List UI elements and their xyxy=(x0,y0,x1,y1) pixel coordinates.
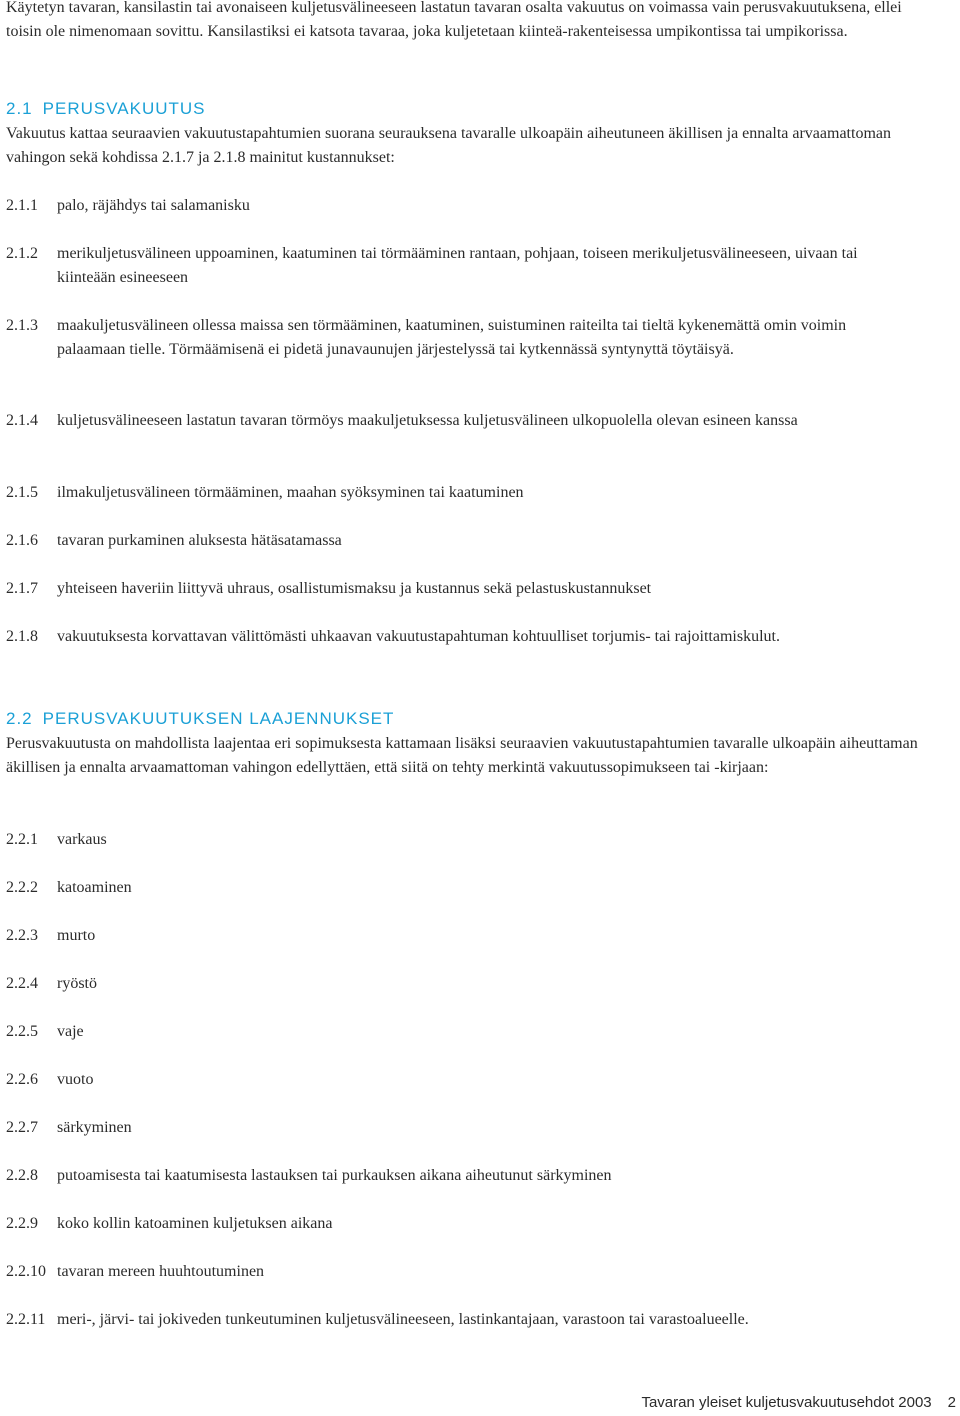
section-number: 2.2 xyxy=(6,709,33,728)
item-text: katoaminen xyxy=(57,879,132,896)
item-text: vuoto xyxy=(57,1071,94,1088)
item-text: meri-, järvi- tai jokiveden tunkeutuminen kuljetusvälineeseen, lastinkantajaan, varastoon tai varastoalueelle. xyxy=(57,1311,749,1328)
item-number: 2.2.9 xyxy=(6,1215,38,1232)
list-item xyxy=(6,481,906,505)
list-item xyxy=(6,972,906,996)
item-text: ryöstö xyxy=(57,975,97,992)
item-text: merikuljetusvälineen uppoaminen, kaatuminen tai törmääminen rantaan, pohjaan, toiseen merikuljetusvälineeseen, uivaan tai kiinteään esineeseen xyxy=(57,245,858,286)
item-text: tavaran mereen huuhtoutuminen xyxy=(57,1263,265,1280)
list-item xyxy=(6,194,906,218)
item-text: vaje xyxy=(57,1023,84,1040)
item-number: 2.1.6 xyxy=(6,532,38,549)
section-title: PERUSVAKUUTUKSEN LAAJENNUKSET xyxy=(42,709,395,728)
list-item xyxy=(6,828,906,852)
item-number: 2.1.1 xyxy=(6,197,38,214)
list-item xyxy=(6,1308,906,1332)
section-title: PERUSVAKUUTUS xyxy=(42,99,206,118)
item-number: 2.1.8 xyxy=(6,628,38,645)
section-heading-2-2 xyxy=(6,707,394,731)
item-number: 2.2.11 xyxy=(6,1311,46,1328)
list-item xyxy=(6,924,906,948)
item-text: palo, räjähdys tai salamanisku xyxy=(57,197,250,214)
item-text: putoamisesta tai kaatumisesta lastauksen tai purkauksen aikana aiheutunut särkyminen xyxy=(57,1167,612,1184)
list-item xyxy=(6,1116,906,1140)
list-item xyxy=(6,314,906,362)
item-number: 2.1.5 xyxy=(6,484,38,501)
item-number: 2.1.3 xyxy=(6,317,38,334)
section-heading-2-1 xyxy=(6,97,206,121)
item-text: yhteiseen haveriin liittyvä uhraus, osallistumismaksu ja kustannus sekä pelastuskustannukset xyxy=(57,580,652,597)
list-item xyxy=(6,1260,906,1284)
item-number: 2.2.2 xyxy=(6,879,38,896)
list-item xyxy=(6,1212,906,1236)
item-number: 2.2.3 xyxy=(6,927,38,944)
section-number: 2.1 xyxy=(6,99,33,118)
section-body-2-1: Vakuutus kattaa seuraavien vakuutustapahtumien suorana seurauksena tavaralle ulkoapäin aiheutuneen äkillisen ja ennalta arvaamattoman vahingon sekä kohdissa 2.1.7 ja 2.1.8 mainitut kustannukset: xyxy=(6,125,891,166)
intro-paragraph: Käytetyn tavaran, kansilastin tai avonaiseen kuljetusvälineeseen lastatun tavaran osalta vakuutus on voimassa vain perusvakuutuksena, ellei toisin ole nimenomaan sovittu. Kansilastiksi ei katsota tavaraa, joka kuljetetaan kiinteä-rakenteisessa umpikontissa tai umpikorissa. xyxy=(6,0,902,40)
list-item xyxy=(6,876,906,900)
footer-title: Tavaran yleiset kuljetusvakuutusehdot 2003 xyxy=(641,1394,932,1411)
list-item xyxy=(6,577,906,601)
item-number: 2.1.2 xyxy=(6,245,38,262)
page-footer xyxy=(641,1392,956,1414)
list-item xyxy=(6,625,906,649)
item-number: 2.2.5 xyxy=(6,1023,38,1040)
item-number: 2.2.10 xyxy=(6,1263,46,1280)
item-text: varkaus xyxy=(57,831,107,848)
item-text: ilmakuljetusvälineen törmääminen, maahan syöksyminen tai kaatuminen xyxy=(57,484,524,501)
item-number: 2.2.6 xyxy=(6,1071,38,1088)
section-body-2-2: Perusvakuutusta on mahdollista laajentaa eri sopimuksesta kattamaan lisäksi seuraavien vakuutustapahtumien tavaralle ulkoapäin aiheuttaman äkillisen ja ennalta arvaamattoman vahingon edellyttäen, että siitä on tehty merkintä vakuutussopimukseen tai -kirjaan: xyxy=(6,735,918,776)
item-text: vakuutuksesta korvattavan välittömästi uhkaavan vakuutustapahtuman kohtuulliset torjumis- tai rajoittamiskulut. xyxy=(57,628,780,645)
list-item xyxy=(6,1164,906,1188)
item-text: kuljetusvälineeseen lastatun tavaran törmöys maakuljetuksessa kuljetusvälineen ulkopuolella olevan esineen kanssa xyxy=(57,412,798,429)
item-number: 2.1.7 xyxy=(6,580,38,597)
list-item xyxy=(6,1020,906,1044)
item-number: 2.1.4 xyxy=(6,412,38,429)
item-text: särkyminen xyxy=(57,1119,132,1136)
list-item xyxy=(6,409,906,433)
item-number: 2.2.1 xyxy=(6,831,38,848)
item-text: maakuljetusvälineen ollessa maissa sen törmääminen, kaatuminen, suistuminen raiteilta tai tieltä kykenemättä omin voimin palaamaan tielle. Törmäämisenä ei pidetä junavaunujen järjestelyssä tai kytkennässä syntynyttä töytäisyä. xyxy=(57,317,847,358)
list-item xyxy=(6,529,906,553)
list-item xyxy=(6,1068,906,1092)
item-text: koko kollin katoaminen kuljetuksen aikana xyxy=(57,1215,333,1232)
item-number: 2.2.8 xyxy=(6,1167,38,1184)
item-text: murto xyxy=(57,927,96,944)
item-number: 2.2.7 xyxy=(6,1119,38,1136)
item-number: 2.2.4 xyxy=(6,975,38,992)
list-item xyxy=(6,242,906,290)
item-text: tavaran purkaminen aluksesta hätäsatamassa xyxy=(57,532,342,549)
page-number: 2 xyxy=(947,1394,956,1411)
